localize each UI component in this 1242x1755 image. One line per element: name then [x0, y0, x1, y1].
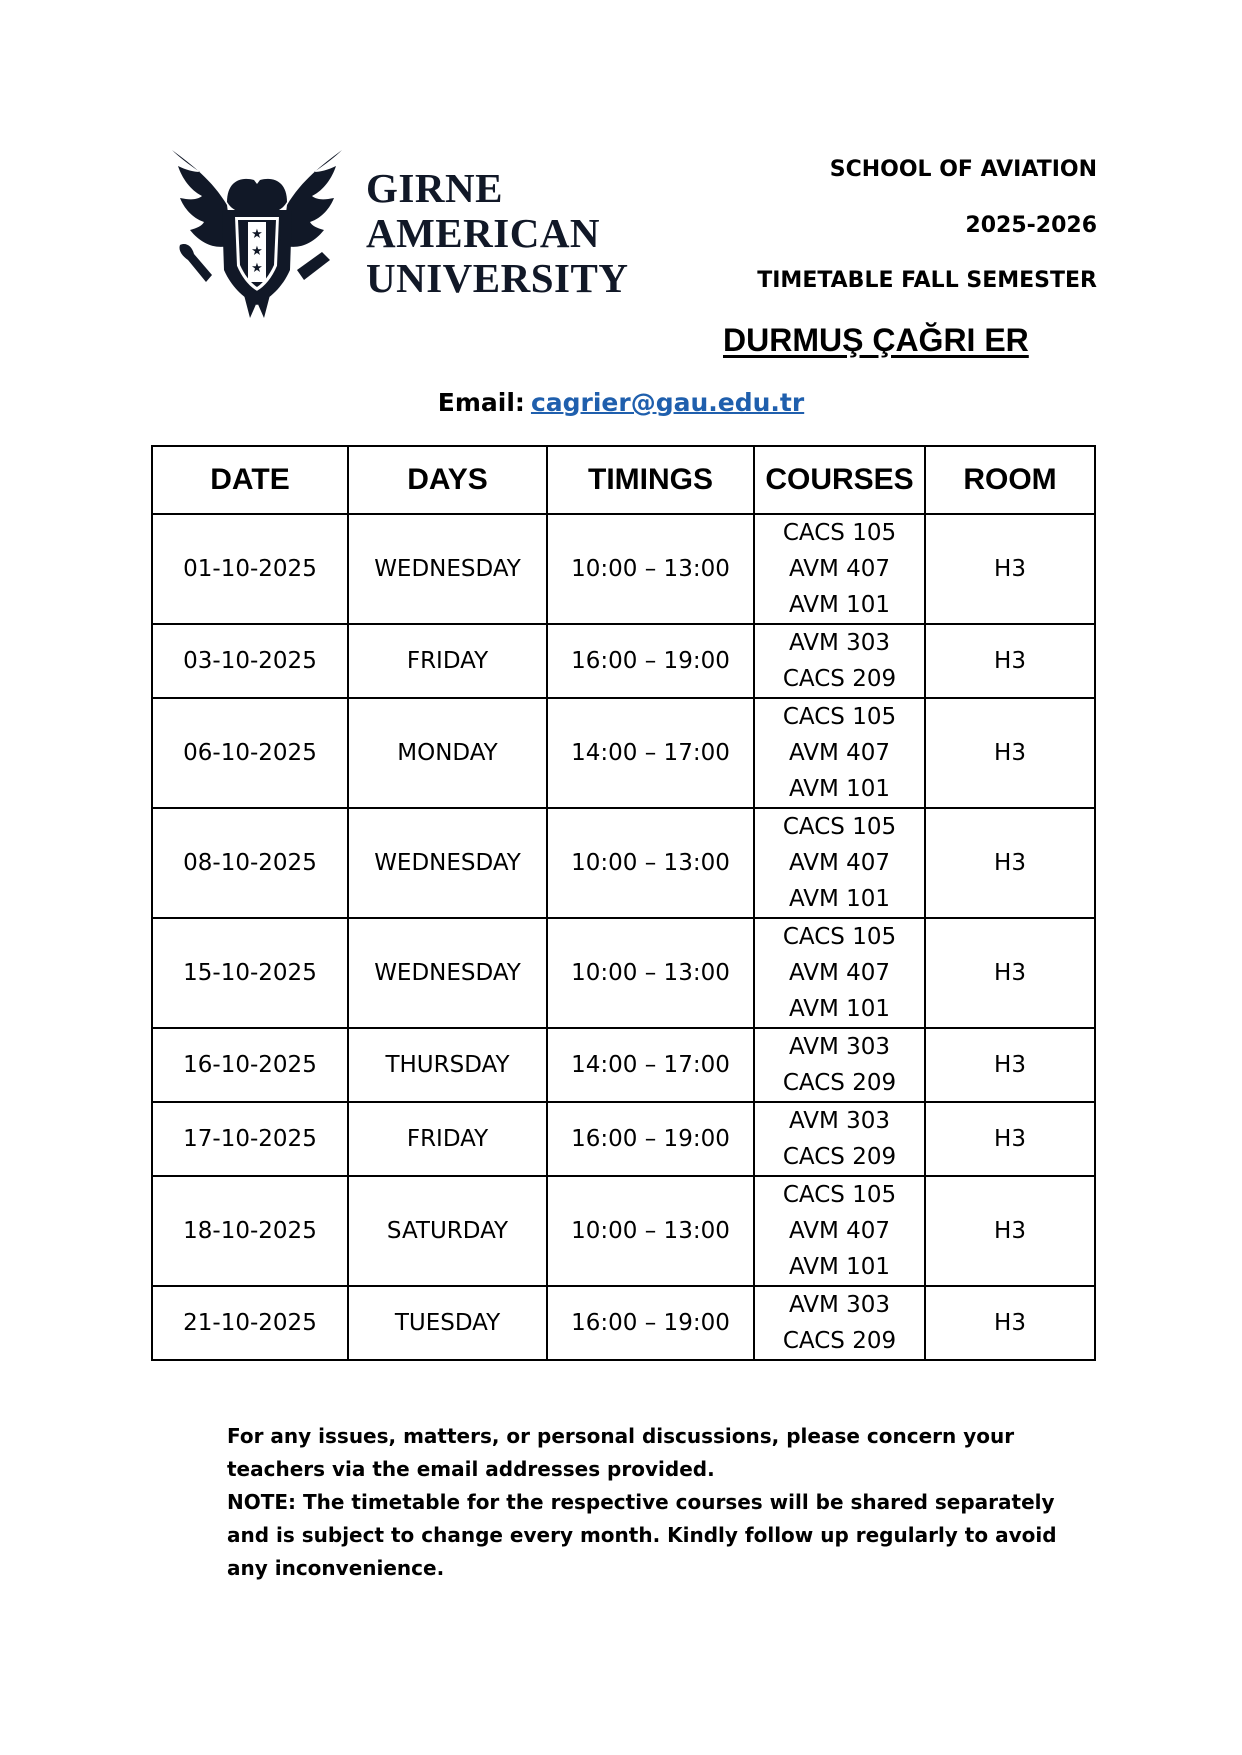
table-row: [152, 1028, 1095, 1102]
cell-room: H3: [925, 1028, 1095, 1102]
svg-text:★: ★: [251, 260, 263, 275]
course-code: CACS 209: [782, 666, 897, 692]
cell-date: 06-10-2025: [152, 698, 348, 808]
cell-room: H3: [925, 514, 1095, 624]
course-code: CACS 105: [782, 924, 897, 950]
cell-room: H3: [925, 1102, 1095, 1176]
cell-date: 21-10-2025: [152, 1286, 348, 1360]
course-code: AVM 407: [788, 1218, 891, 1244]
timetable: [151, 445, 1096, 1361]
university-name-line: UNIVERSITY: [366, 255, 629, 301]
email-link[interactable]: cagrier@gau.edu.tr: [530, 388, 805, 417]
cell-day: WEDNESDAY: [348, 918, 547, 1028]
cell-day: MONDAY: [348, 698, 547, 808]
eagle-crest-icon: [172, 150, 342, 318]
table-row: [152, 1286, 1095, 1360]
cell-courses: [754, 918, 925, 1028]
cell-courses: [754, 1102, 925, 1176]
cell-room: H3: [925, 1176, 1095, 1286]
cell-day: WEDNESDAY: [348, 514, 547, 624]
cell-courses: [754, 808, 925, 918]
cell-date: 01-10-2025: [152, 514, 348, 624]
cell-timing: 16:00 – 19:00: [547, 1286, 754, 1360]
course-code: AVM 303: [788, 630, 891, 656]
cell-day: FRIDAY: [348, 624, 547, 698]
university-name-line: AMERICAN: [366, 210, 601, 256]
email-line: [0, 388, 1242, 417]
svg-text:★: ★: [251, 243, 263, 258]
cell-timing: 14:00 – 17:00: [547, 698, 754, 808]
table-row: [152, 624, 1095, 698]
course-code: AVM 303: [788, 1034, 891, 1060]
course-code: CACS 105: [782, 520, 897, 546]
course-code: AVM 101: [788, 1254, 891, 1280]
course-code: AVM 101: [788, 996, 891, 1022]
course-code: AVM 101: [788, 776, 891, 802]
academic-year: 2025-2026: [965, 213, 1097, 238]
course-code: CACS 105: [782, 704, 897, 730]
schedule-note: NOTE: The timetable for the respective courses will be shared separately and is subject to change every month. Kindly follow up regularly to avoid any inconvenience.: [227, 1490, 1057, 1580]
cell-timing: 10:00 – 13:00: [547, 918, 754, 1028]
school-name: SCHOOL OF AVIATION: [829, 157, 1097, 182]
course-code: CACS 105: [782, 814, 897, 840]
contact-note: For any issues, matters, or personal discussions, please concern your teachers via the email addresses provided.: [227, 1424, 1015, 1481]
column-header-days: DAYS: [348, 446, 547, 514]
column-header-room: ROOM: [925, 446, 1095, 514]
table-row: [152, 918, 1095, 1028]
email-label: Email:: [437, 388, 525, 417]
course-code: CACS 105: [782, 1182, 897, 1208]
cell-courses: [754, 624, 925, 698]
cell-courses: [754, 1028, 925, 1102]
cell-timing: 10:00 – 13:00: [547, 808, 754, 918]
table-row: [152, 1176, 1095, 1286]
university-name: [366, 166, 628, 301]
cell-courses: [754, 1286, 925, 1360]
course-code: AVM 101: [788, 592, 891, 618]
table-row: [152, 514, 1095, 624]
cell-room: H3: [925, 918, 1095, 1028]
course-code: CACS 209: [782, 1328, 897, 1354]
table-row: [152, 808, 1095, 918]
course-code: AVM 303: [788, 1292, 891, 1318]
svg-text:★: ★: [251, 226, 263, 241]
column-header-timings: TIMINGS: [547, 446, 754, 514]
cell-date: 08-10-2025: [152, 808, 348, 918]
cell-day: FRIDAY: [348, 1102, 547, 1176]
footer-notes: [227, 1420, 1087, 1585]
cell-timing: 10:00 – 13:00: [547, 1176, 754, 1286]
cell-timing: 10:00 – 13:00: [547, 514, 754, 624]
cell-courses: [754, 698, 925, 808]
cell-timing: 14:00 – 17:00: [547, 1028, 754, 1102]
cell-room: H3: [925, 698, 1095, 808]
cell-date: 18-10-2025: [152, 1176, 348, 1286]
course-code: AVM 407: [788, 960, 891, 986]
cell-day: SATURDAY: [348, 1176, 547, 1286]
column-header-courses: COURSES: [754, 446, 925, 514]
cell-date: 15-10-2025: [152, 918, 348, 1028]
cell-timing: 16:00 – 19:00: [547, 1102, 754, 1176]
cell-room: H3: [925, 808, 1095, 918]
cell-courses: [754, 1176, 925, 1286]
table-row: [152, 1102, 1095, 1176]
instructor-name: DURMUŞ ÇAĞRI ER: [723, 322, 1029, 358]
course-code: AVM 407: [788, 740, 891, 766]
column-header-date: DATE: [152, 446, 348, 514]
university-logo: [172, 150, 342, 318]
table-header-row: [152, 446, 1095, 514]
semester-title: TIMETABLE FALL SEMESTER: [757, 268, 1097, 293]
cell-day: TUESDAY: [348, 1286, 547, 1360]
course-code: AVM 101: [788, 886, 891, 912]
cell-date: 17-10-2025: [152, 1102, 348, 1176]
course-code: AVM 407: [788, 850, 891, 876]
course-code: CACS 209: [782, 1144, 897, 1170]
cell-day: THURSDAY: [348, 1028, 547, 1102]
cell-courses: [754, 514, 925, 624]
university-name-line: GIRNE: [366, 165, 503, 211]
table-row: [152, 698, 1095, 808]
cell-room: H3: [925, 624, 1095, 698]
cell-timing: 16:00 – 19:00: [547, 624, 754, 698]
cell-day: WEDNESDAY: [348, 808, 547, 918]
course-code: CACS 209: [782, 1070, 897, 1096]
cell-date: 16-10-2025: [152, 1028, 348, 1102]
course-code: AVM 303: [788, 1108, 891, 1134]
cell-room: H3: [925, 1286, 1095, 1360]
cell-date: 03-10-2025: [152, 624, 348, 698]
course-code: AVM 407: [788, 556, 891, 582]
